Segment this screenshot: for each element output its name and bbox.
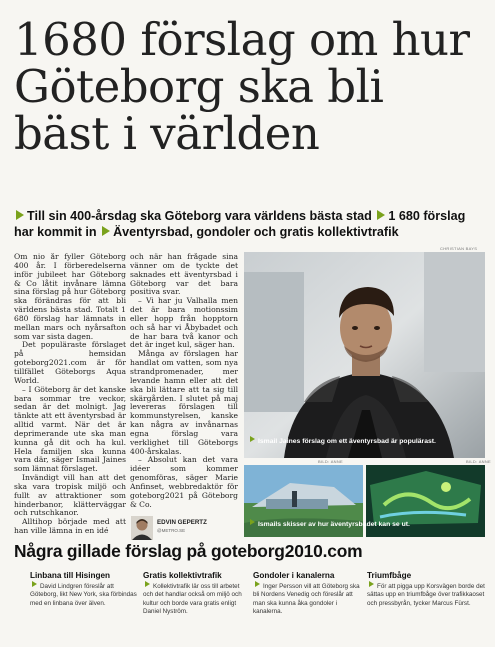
brief-text-content: Kollektivtrafik lär oss till arbetet och det handlar också om miljö och kultur och borde vara gratis enligt Daniel Nyström.: [143, 583, 242, 616]
arrow-right-icon: [16, 210, 24, 220]
brief-item: [143, 571, 247, 617]
byline-name: EDVIN GEPERTZ: [157, 519, 207, 526]
brief-item: [253, 571, 361, 617]
arrow-right-icon: [250, 519, 255, 525]
paragraph: – Vi har ju Valhalla men det är bara motionssim eller hopp från hopptorn och så har vi Åbybadet och de har bara två kanor och det är inget kul, säger han.: [130, 296, 238, 350]
arrow-right-icon: [250, 436, 255, 442]
ingress-part-2: 1 680 förslag har kommit in: [14, 209, 466, 239]
headline: 1680 förslag om hur Göteborg ska bli bäst i världen: [14, 13, 470, 160]
arrow-right-icon: [369, 581, 374, 587]
main-photo-caption: [248, 436, 482, 445]
brief-text: [367, 581, 485, 608]
brief-text-content: För att pigga upp Korsvägen borde det sättas upp en triumfbåge över trafikkaoset och pressbyrån, tycker Marcus Fürst.: [367, 583, 485, 607]
main-photo-caption-text: Ismail Jaines förslag om ett äventyrsbad är populärast.: [258, 438, 436, 445]
portrait-photo-icon: [244, 252, 485, 458]
arrow-right-icon: [102, 226, 110, 236]
small-photos-caption-text: Ismails skisser av hur äventyrsbadet kan se ut.: [258, 521, 410, 528]
main-photo: [244, 252, 485, 458]
sub-headline: Några gillade förslag på goteborg2010.com: [14, 541, 363, 561]
brief-text-content: David Lindgren föreslår att Göteborg, likt New York, ska förbindas med en linbana över älven.: [30, 583, 137, 607]
ingress-part-3: Äventyrsbad, gondoler och gratis kollektivtrafik: [113, 225, 399, 239]
brief-title: Linbana till Hisingen: [30, 571, 111, 580]
arrow-right-icon: [145, 581, 150, 587]
arrow-right-icon: [32, 581, 37, 587]
brief-title: Gratis kollektivtrafik: [143, 571, 222, 580]
brief-item: [30, 571, 142, 608]
brief-item: [367, 571, 485, 608]
paragraph: Invändigt vill han att det ska vara tropisk miljö och fullt av attraktioner som hinderbanor, klätterväggar och rutschkanor.: [14, 473, 126, 518]
photo-credit-small-right: BILD: ANNE: [466, 459, 492, 464]
brief-text-content: Inger Persson vill att Göteborg ska bli Nordens Venedig och föreslår att man ska kunna åka gondoler i kanalerna.: [253, 583, 360, 616]
ingress-part-1: Till sin 400-årsdag ska Göteborg vara världens bästa stad: [27, 209, 372, 223]
byline-email: @METRO.SE: [157, 528, 186, 533]
brief-title: Triumfbåge: [367, 571, 412, 580]
paragraph: Alltihop började med att han ville lämna in en idé: [14, 517, 126, 536]
photo-credit-main: CHRISTIAN BAYS: [440, 246, 478, 251]
paragraph: och när han frågade sina vänner om de tyckte det saknades ett äventyrsbad i Göteborg var det bara positiva svar.: [130, 253, 238, 297]
brief-title: Gondoler i kanalerna: [253, 571, 335, 580]
paragraph: – Absolut kan det vara idéer som kommer genomföras, säger Marie Anfinset, webbredaktör för goteborg2021 på Göteborg & Co.: [130, 455, 238, 509]
brief-text: [30, 581, 142, 608]
ingress: [14, 208, 484, 240]
paragraph: Många av förslagen har handlat om vatten, som nya strandpromenader, mer levande hamn eller att det ska bli lättare att ta sig till skärgården. I slutet på maj levereras förslagen till kommunstyrelsen, kanske kan några av invånarnas egna förslag vara verklighet till Göteborgs 400-årskalas.: [130, 349, 238, 456]
arrow-right-icon: [377, 210, 385, 220]
byline: [131, 516, 239, 540]
article-column-2: [130, 253, 238, 515]
paragraph: Det populäraste förslaget på hemsidan goteborg2021.com är för tillfället Göteborgs Aqua World.: [14, 340, 126, 385]
author-portrait-icon: [131, 516, 153, 540]
paragraph: Om nio år fyller Göteborg 400 år. I förberedelserna inför jubileet har Göteborg & Co låtit invånare lämna sina förslag på hur Göteborg ska förändras för att bli världens bästa stad. Totalt 1 680 förslag har lämnats in mellan mars och nyårsafton som var sista dagen.: [14, 253, 126, 341]
photo-credit-small-left: BILD: ANNE: [318, 459, 344, 464]
small-photos-caption: [248, 519, 482, 528]
article-column-1: [14, 253, 126, 541]
brief-text: [143, 581, 247, 617]
brief-text: [253, 581, 361, 617]
paragraph: – I Göteborg är det kanske bara sommar tre veckor, sedan är det molnigt. Jag tänkte att ett äventyrsbad är alltid varmt. När det är deprimerande ute ska man kunna gå dit och ha kul. Hela familjen ska kunna vara där, säger Ismail Jaines som lämnat förslaget.: [14, 384, 126, 474]
arrow-right-icon: [255, 581, 260, 587]
